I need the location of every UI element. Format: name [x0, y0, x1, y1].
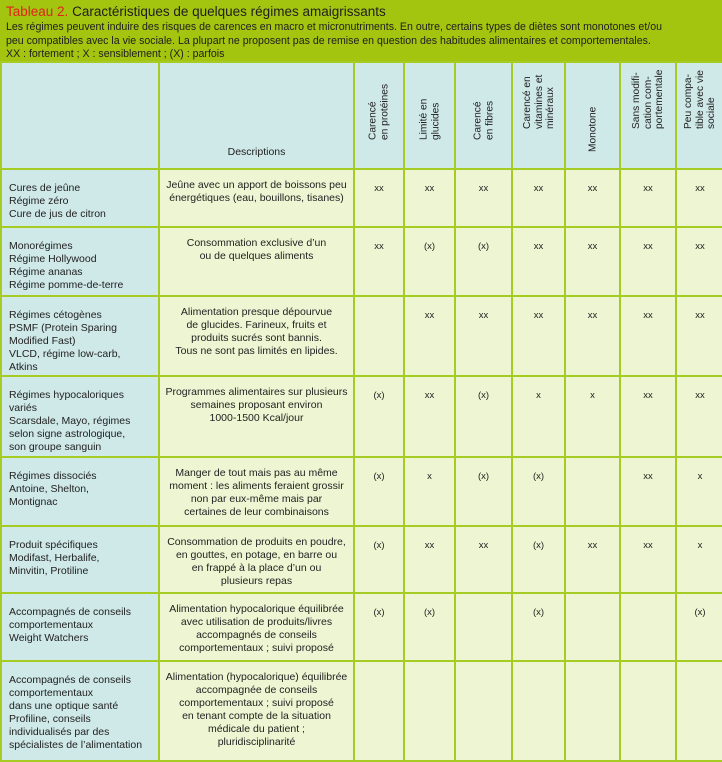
column-header-label: Monotone: [586, 106, 598, 152]
description-cell: [159, 296, 354, 376]
column-header-wrap: [456, 79, 511, 163]
rating-cell: (x): [354, 526, 404, 593]
column-header: [676, 62, 722, 169]
table-title: [6, 4, 722, 20]
diet-name-line: Minvitin, Protiline: [9, 565, 89, 577]
header-empty: [1, 62, 159, 169]
diet-name-line: Montignac: [9, 496, 58, 508]
diet-name-line: son groupe sanguin: [9, 441, 102, 453]
rating-cell: xx: [404, 169, 455, 227]
diet-name-line: Scarsdale, Mayo, régimes: [9, 415, 131, 427]
column-header-wrap: [513, 74, 564, 163]
diet-name-line: Profiline, conseils: [9, 713, 91, 725]
description-line: Consommation de produits en poudre,: [167, 536, 346, 548]
diet-name-line: selon signe astrologique,: [9, 428, 126, 440]
table-row: [1, 227, 722, 296]
description-line: 1000-1500 Kcal/jour: [209, 412, 304, 424]
table-row: [1, 457, 722, 526]
diet-name-line: comportementaux: [9, 687, 94, 699]
rating-cell: (x): [512, 593, 565, 661]
column-header: [512, 62, 565, 169]
column-header-wrap: [566, 79, 619, 163]
table-row: [1, 376, 722, 457]
description-line: Alimentation (hypocalorique) équilibrée: [165, 671, 348, 683]
diet-name-line: variés: [9, 402, 38, 414]
rating-cell: [354, 661, 404, 761]
intro-line: XX : fortement ; X : sensiblement ; (X) : parfois: [6, 48, 225, 60]
diet-name-line: Régime pomme-de-terre: [9, 279, 124, 291]
description-cell: [159, 526, 354, 593]
rating-cell: xx: [565, 296, 620, 376]
rating-cell: (x): [455, 227, 512, 296]
column-header: [620, 62, 676, 169]
diet-name-cell: [1, 661, 159, 761]
rating-cell: [676, 661, 722, 761]
rating-cell: [620, 593, 676, 661]
column-header: [354, 62, 404, 169]
rating-cell: (x): [404, 593, 455, 661]
header-descriptions: Descriptions: [159, 62, 354, 169]
rating-cell: xx: [404, 296, 455, 376]
rating-cell: xx: [565, 526, 620, 593]
column-header-label: Carencé en protéines: [367, 83, 390, 140]
diet-name-line: Monorégimes: [9, 240, 73, 252]
table-intro: [6, 21, 722, 62]
description-line: de glucides. Farineux, fruits et: [186, 319, 327, 331]
column-header-label: Carencé en vitamines et minéraux: [521, 74, 556, 129]
rating-cell: (x): [455, 376, 512, 457]
intro-line: Les régimes peuvent induire des risques de carences en macro et micronutriments. En outre, certains types de diètes sont monotones et/ou: [6, 21, 662, 33]
rating-cell: [455, 661, 512, 761]
description-line: Manger de tout mais pas au même: [175, 467, 338, 479]
description-cell: [159, 661, 354, 761]
description-cell: [159, 593, 354, 661]
description-line: certaines de leur combinaisons: [184, 506, 329, 518]
rating-cell: x: [404, 457, 455, 526]
rating-cell: (x): [512, 526, 565, 593]
rating-cell: (x): [455, 457, 512, 526]
table-row: [1, 169, 722, 227]
rating-cell: [404, 661, 455, 761]
description-line: comportementaux ; suivi proposé: [179, 697, 334, 709]
rating-cell: xx: [620, 296, 676, 376]
diet-name-line: Régimes dissociés: [9, 470, 97, 482]
rating-cell: xx: [676, 376, 722, 457]
rating-cell: (x): [512, 457, 565, 526]
rating-cell: xx: [620, 457, 676, 526]
diet-name-line: comportementaux: [9, 619, 94, 631]
rating-cell: xx: [512, 296, 565, 376]
intro-line: peu compatibles avec la vie sociale. La plupart ne proposent pas de remise en question des habitudes alimentaires et comportementales.: [6, 34, 651, 47]
column-header: [565, 62, 620, 169]
rating-cell: (x): [354, 376, 404, 457]
rating-cell: xx: [455, 169, 512, 227]
description-line: semaines proposant environ: [190, 399, 323, 411]
diet-name-line: Atkins: [9, 361, 38, 373]
description-cell: [159, 227, 354, 296]
diet-name-line: Produit spécifiques: [9, 539, 98, 551]
diet-name-cell: [1, 457, 159, 526]
diet-name-cell: [1, 376, 159, 457]
rating-cell: (x): [404, 227, 455, 296]
rating-cell: [565, 593, 620, 661]
table-title-text: Caractéristiques de quelques régimes amaigrissants: [72, 4, 386, 19]
description-line: pluridisciplinarité: [217, 736, 296, 748]
description-line: produits sucrés sont bannis.: [191, 332, 322, 344]
rating-cell: xx: [565, 169, 620, 227]
rating-cell: xx: [354, 227, 404, 296]
description-line: Tous ne sont pas limités en lipides.: [175, 345, 338, 357]
column-header: [455, 62, 512, 169]
diet-name-line: Modifast, Herbalife,: [9, 552, 100, 564]
column-header: [404, 62, 455, 169]
column-header-label: Limité en glucides: [418, 98, 441, 140]
description-line: en tenant compte de la situation: [182, 710, 331, 722]
rating-cell: [620, 661, 676, 761]
diet-name-line: Modified Fast): [9, 335, 76, 347]
diet-name-cell: [1, 593, 159, 661]
diet-name-line: Cures de jeûne: [9, 182, 81, 194]
rating-cell: [455, 593, 512, 661]
diet-name-line: spécialistes de l’alimentation: [9, 739, 143, 751]
rating-cell: xx: [455, 296, 512, 376]
diet-name-cell: [1, 526, 159, 593]
description-line: accompagnés de conseils: [196, 629, 317, 641]
rating-cell: [565, 457, 620, 526]
rating-cell: xx: [620, 169, 676, 227]
diet-name-line: Antoine, Shelton,: [9, 483, 89, 495]
diet-table: [0, 61, 722, 762]
description-line: plusieurs repas: [220, 575, 293, 587]
table-caption: [0, 0, 722, 61]
rating-cell: xx: [676, 169, 722, 227]
description-line: accompagnée de conseils: [195, 684, 318, 696]
description-cell: [159, 457, 354, 526]
diet-name-line: Accompagnés de conseils: [9, 606, 131, 618]
rating-cell: x: [676, 526, 722, 593]
column-header-wrap: [405, 79, 454, 163]
description-line: médicale du patient ;: [208, 723, 305, 735]
description-line: Jeûne avec un apport de boissons peu: [166, 179, 347, 191]
rating-cell: xx: [404, 376, 455, 457]
diet-name-line: VLCD, régime low-carb,: [9, 348, 121, 360]
rating-cell: (x): [676, 593, 722, 661]
description-cell: [159, 169, 354, 227]
description-line: énergétiques (eau, bouillons, tisanes): [169, 192, 344, 204]
column-header-wrap: [677, 69, 722, 163]
description-line: en gouttes, en potage, en barre ou: [175, 549, 338, 561]
diet-name-line: PSMF (Protein Sparing: [9, 322, 117, 334]
table-row: [1, 593, 722, 661]
description-line: non par eux-même mais par: [190, 493, 323, 505]
diet-name-line: individualisés par des: [9, 726, 110, 738]
table-row: [1, 661, 722, 761]
rating-cell: xx: [404, 526, 455, 593]
diet-name-line: Weight Watchers: [9, 632, 89, 644]
description-line: Programmes alimentaires sur plusieurs: [165, 386, 348, 398]
rating-cell: [565, 661, 620, 761]
rating-cell: x: [676, 457, 722, 526]
rating-cell: xx: [512, 169, 565, 227]
rating-cell: [512, 661, 565, 761]
rating-cell: xx: [676, 296, 722, 376]
rating-cell: [354, 296, 404, 376]
table-row: [1, 526, 722, 593]
diet-name-line: dans une optique santé: [9, 700, 119, 712]
diet-name-cell: [1, 169, 159, 227]
description-line: comportementaux ; suivi proposé: [179, 642, 334, 654]
rating-cell: xx: [512, 227, 565, 296]
rating-cell: x: [512, 376, 565, 457]
column-header-wrap: [621, 69, 675, 163]
diet-name-line: Régimes cétogènes: [9, 309, 102, 321]
diet-name-line: Régimes hypocaloriques: [9, 389, 124, 401]
rating-cell: (x): [354, 457, 404, 526]
column-header-label: Peu compa- tible avec vie sociale: [682, 69, 717, 129]
rating-cell: (x): [354, 593, 404, 661]
diet-name-line: Régime Hollywood: [9, 253, 97, 265]
rating-cell: x: [565, 376, 620, 457]
diet-name-line: Accompagnés de conseils: [9, 674, 131, 686]
diet-name-cell: [1, 296, 159, 376]
rating-cell: xx: [354, 169, 404, 227]
diet-name-line: Cure de jus de citron: [9, 208, 106, 220]
description-line: Consommation exclusive d’un: [186, 237, 327, 249]
rating-cell: xx: [620, 526, 676, 593]
column-header-label: Carencé en fibres: [472, 100, 495, 140]
rating-cell: xx: [620, 376, 676, 457]
table-number: Tableau 2.: [6, 4, 69, 19]
description-line: avec utilisation de produits/livres: [180, 616, 333, 628]
diet-name-cell: [1, 227, 159, 296]
rating-cell: xx: [676, 227, 722, 296]
description-cell: [159, 376, 354, 457]
description-line: en frappé à la place d’un ou: [191, 562, 322, 574]
column-header-wrap: [355, 79, 403, 163]
table-row: [1, 296, 722, 376]
column-header-label: Sans modifi- cation com- portementale: [630, 69, 665, 129]
header-row: [1, 62, 722, 169]
rating-cell: xx: [565, 227, 620, 296]
diet-name-line: Régime zéro: [9, 195, 69, 207]
diet-name-line: Régime ananas: [9, 266, 83, 278]
description-line: ou de quelques aliments: [199, 250, 314, 262]
description-line: Alimentation hypocalorique équilibrée: [169, 603, 344, 615]
rating-cell: xx: [620, 227, 676, 296]
description-line: Alimentation presque dépourvue: [180, 306, 333, 318]
rating-cell: xx: [455, 526, 512, 593]
description-line: moment : les aliments feraient grossir: [169, 480, 344, 492]
